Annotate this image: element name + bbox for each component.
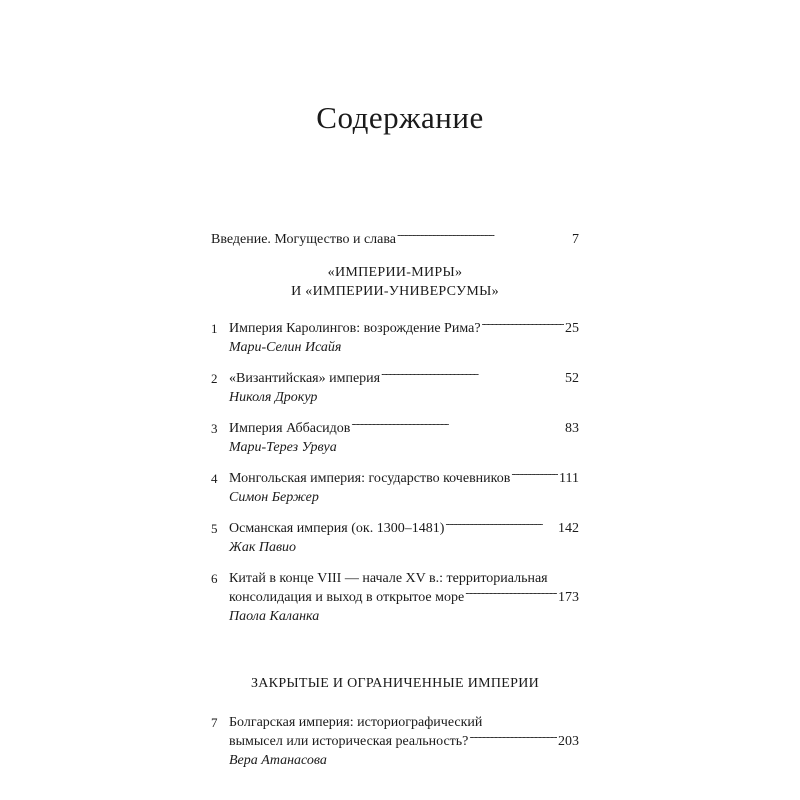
- dot-leader: [469, 733, 557, 745]
- section-heading-line: «ИМПЕРИИ-МИРЫ»: [327, 265, 463, 280]
- entry-title-line: [229, 588, 579, 607]
- chapter-author: Паола Каланка: [229, 609, 320, 624]
- toc-entry: [211, 713, 579, 770]
- section-heading-line: И «ИМПЕРИИ-УНИВЕРСУМЫ»: [291, 284, 499, 299]
- dot-leader: [445, 520, 557, 532]
- chapter-page-number: 52: [565, 371, 579, 386]
- chapter-page-number: 83: [565, 421, 579, 436]
- chapter-author: Николя Дрокур: [229, 390, 318, 405]
- chapter-number: 5: [211, 521, 218, 536]
- chapter-number: 1: [211, 321, 218, 336]
- chapter-title: Монгольская империя: государство кочевников: [229, 471, 511, 486]
- toc-intro: [211, 230, 579, 249]
- section-heading-line: ЗАКРЫТЫЕ И ОГРАНИЧЕННЫЕ ИМПЕРИИ: [250, 676, 540, 691]
- chapter-title: Османская империя (ок. 1300–1481): [229, 521, 445, 536]
- chapter-number: 7: [211, 715, 218, 730]
- intro-page-number: 7: [572, 232, 579, 247]
- dot-leader: [511, 470, 558, 482]
- chapter-number: 3: [211, 421, 218, 436]
- dot-leader: [351, 420, 564, 432]
- toc-entry: [211, 419, 579, 457]
- entry-title-line: [229, 369, 579, 388]
- chapter-title-line-1: Китай в конце VIII — начале XV в.: территориальная: [229, 571, 548, 586]
- chapter-page-number: 111: [559, 471, 579, 486]
- chapter-number: 4: [211, 471, 218, 486]
- chapter-page-number: 203: [558, 734, 579, 749]
- dot-leader: [397, 231, 571, 243]
- entry-title-line: [229, 519, 579, 538]
- chapter-author: Вера Атанасова: [229, 753, 327, 768]
- section-heading-1: [211, 263, 579, 301]
- dot-leader: [482, 320, 564, 332]
- chapter-author: Мари-Селин Исайя: [229, 340, 342, 355]
- entry-title-line: [229, 732, 579, 751]
- chapter-title: Империя Аббасидов: [229, 421, 351, 436]
- chapter-title: «Византийская» империя: [229, 371, 381, 386]
- chapter-page-number: 173: [558, 590, 579, 605]
- intro-title: Введение. Могущество и слава: [211, 232, 397, 247]
- chapter-page-number: 25: [565, 321, 579, 336]
- toc-entry: [211, 569, 579, 626]
- dot-leader: [465, 589, 557, 601]
- dot-leader: [381, 370, 564, 382]
- table-of-contents: [211, 230, 579, 782]
- entry-title-line: [229, 319, 579, 338]
- page-title: Содержание: [316, 100, 484, 135]
- section-heading-2: [211, 674, 579, 693]
- chapter-author: Жак Павио: [229, 540, 297, 555]
- toc-entry: [211, 319, 579, 357]
- chapter-title: Империя Каролингов: возрождение Рима?: [229, 321, 481, 336]
- chapter-number: 6: [211, 571, 218, 586]
- chapter-author: Мари-Терез Урвуа: [229, 440, 337, 455]
- toc-entry: [211, 469, 579, 507]
- entry-title-line: [229, 469, 579, 488]
- chapter-title-line-1: Болгарская империя: историографический: [229, 715, 483, 730]
- toc-entry: [211, 519, 579, 557]
- entry-title-line: [229, 419, 579, 438]
- chapter-page-number: 142: [558, 521, 579, 536]
- toc-entry: [211, 369, 579, 407]
- chapter-title-line-2: вымысел или историческая реальность?: [229, 734, 469, 749]
- chapter-title-line-2: консолидация и выход в открытое море: [229, 590, 465, 605]
- chapter-number: 2: [211, 371, 218, 386]
- chapter-author: Симон Бержер: [229, 490, 319, 505]
